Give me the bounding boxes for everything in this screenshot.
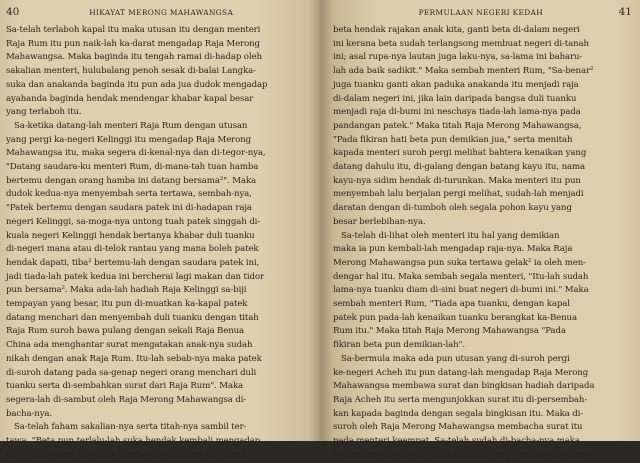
- right-running-title: PERMULAAN NEGERI KEDAH: [418, 8, 544, 17]
- text-line: Sa-bermula maka ada pun utusan yang di-suroh pergi: [341, 353, 570, 364]
- text-line: pandangan patek." Maka titah Raja Merong Mahawangsa,: [333, 120, 582, 131]
- text-line: Sa-telah terlaboh kapal itu maka utusan itu dengan menteri: [6, 25, 261, 35]
- text-line: Mahawangsa. Maka baginda itu tengah ramai di-hadap oleh: [6, 52, 262, 63]
- text-line: tawa, "Beta pun terlalu-lah suka hendak kembali mengadap: [6, 436, 261, 447]
- text-line: jadi tiada-lah patek kedua ini bercherai lagi makan dan tidor: [6, 271, 264, 282]
- text-line: kapada menteri suroh pergi melihat bahtera kenaikan yang: [333, 148, 587, 159]
- text-line: Merong Mahawangsa pun suka tertawa gelak² ia oleh men-: [333, 257, 586, 268]
- text-line: kayu-nya sidim hendak di-turunkan. Maka menteri itu pun: [333, 175, 581, 186]
- right-page-header: [333, 6, 632, 22]
- text-line: lama-nya tuanku diam di-sini buat negeri di-bumi ini." Maka: [333, 285, 589, 296]
- text-line: duli Sultan Rum itu tetapi hendak-lah saudara-ku ³²nanti: [6, 449, 247, 460]
- text-line: sembah menteri Rum, "Tiada apa tuanku, dengan kapal: [333, 299, 570, 310]
- text-line: sakalian menteri, hulubalang penoh sesak di-balai Langka-: [6, 66, 256, 77]
- text-line: nikah dengan anak Raja Rum. Itu-lah sebab-nya maka patek: [6, 353, 262, 364]
- text-line: negeri Kelinggi, sa-moga-nya untong tuah patek singgah di-: [6, 216, 261, 227]
- left-page-text: [6, 24, 313, 463]
- text-line: lah ada baik sadikit." Maka sembah menteri Rum, "Sa-benar²: [333, 66, 594, 77]
- text-line: ini; asal rupa-nya lautan juga laku-nya, sa-lama ini baharu-: [333, 52, 583, 63]
- text-line: dengar hal itu. Maka sembah segala menteri, "Itu-lah sudah: [333, 271, 589, 282]
- text-line: dudok kedua-nya menyembah serta tertawa, sembah-nya,: [6, 189, 252, 200]
- text-line: yang pergi ka-negeri Kelinggi itu mengadap Raja Merong: [6, 134, 251, 145]
- right-page-number: 41: [618, 6, 632, 18]
- text-line: datang dahulu itu, di-galang dengan batang kayu itu, nama: [333, 162, 586, 173]
- text-line: ke-negeri Acheh itu pun datang-lah mengadap Raja Merong: [333, 367, 589, 378]
- text-line: ayahanda baginda hendak mendengar khabar kapal besar: [6, 93, 254, 104]
- text-line: pun bersama². Maka ada-lah hadiah Raja Kelinggi sa-biji: [6, 285, 247, 296]
- right-page: [321, 0, 640, 460]
- text-line: di-negeri mana atau di-telok rantau yang mana boleh patek: [6, 244, 259, 255]
- text-line: di-dalam negeri ini, jika lain daripada bangsa duli tuanku: [333, 93, 577, 104]
- text-line: Sa-telah di-lihat oleh menteri itu hal yang demikian: [341, 230, 560, 241]
- text-line: Raja Rum suroh bawa pulang dengan sekali Raja Benua: [6, 326, 245, 337]
- text-line: Sa-ketika datang-lah menteri Raja Rum dengan utusan: [14, 120, 248, 131]
- text-line: beta hendak rajakan anak kita, ganti beta di-dalam negeri: [333, 25, 580, 35]
- text-line: segera-lah di-sambut oleh Raja Merong Mahawangsa di-: [6, 394, 247, 405]
- text-line: bacha-nya.: [6, 408, 53, 419]
- text-line: Raja Acheh itu serta mengunjokkan surat itu di-persembah-: [333, 394, 588, 405]
- text-line: China ada menghantar surat mengatakan anak-nya sudah: [6, 340, 253, 351]
- right-page-text: [333, 24, 632, 463]
- text-line: tuanku serta di-sembahkan surat dari Raja Rum". Maka: [6, 381, 244, 392]
- text-line: yang terlaboh itu.: [6, 107, 82, 118]
- text-line: di-suroh datang pada sa-genap negeri orang menchari duli: [6, 367, 257, 378]
- text-line: besar berlebihan-nya.: [333, 216, 426, 227]
- text-line: daratan dengan di-tumboh oleh segala pohon kayu yang: [333, 203, 572, 214]
- text-line: "Datang saudara-ku menteri Rum, di-mana-tah tuan hamba: [6, 162, 259, 173]
- text-line: "Pada fikiran hati beta pun demikian jua," serta menitah: [333, 134, 573, 145]
- left-running-title: HIKAYAT MERONG MAHAWANGSA: [89, 8, 234, 17]
- text-line: Mahawangsa membawa surat dan bingkisan hadiah daripada: [333, 381, 595, 392]
- text-line: menyembah lalu berjalan pergi melihat, sudah-lah menjadi: [333, 189, 584, 200]
- left-page: [0, 0, 321, 460]
- text-line: di-dengari-lah oleh baginda sakalian yang tersebut di-dalam: [333, 449, 589, 460]
- text-line: datang menchari dan menyembah duli tuanku dengan titah: [6, 312, 259, 323]
- text-line: "Patek bertemu dengan saudara patek ini di-hadapan raja: [6, 203, 252, 214]
- text-line: hendak dapati, tiba² bertemu-lah dengan saudara patek ini,: [6, 257, 260, 268]
- text-line: menjadi raja di-bumi ini neschaya tiada-lah lama-nya pada: [333, 107, 581, 118]
- text-line: kan kapada baginda dengan segala bingkisan itu. Maka di-: [333, 408, 584, 419]
- text-line: juga tuanku ganti akan paduka anakanda itu menjadi raja: [333, 79, 579, 90]
- text-line: tempayan yang besar, itu pun di-muatkan ka-kapal patek: [6, 299, 248, 310]
- text-line: Mahawangsa itu, maka segera di-kenal-nya dan di-tegor-nya,: [6, 148, 266, 159]
- left-page-number: 40: [6, 6, 20, 18]
- text-line: patek pun pada-lah kenaikan tuanku berangkat ka-Benua: [333, 312, 577, 323]
- text-line: bertemu dengan orang hamba ini datang bersama²". Maka: [6, 175, 256, 186]
- text-line: Sa-telah faham sakalian-nya serta titah-nya sambil ter-: [14, 422, 247, 433]
- text-line: pada menteri keempat. Sa-telah sudah di-bacha-nya maka: [333, 436, 580, 447]
- text-line: kuala negeri Kelinggi hendak bertanya khabar duli tuanku: [6, 230, 255, 241]
- text-line: maka ia pun kembali-lah mengadap raja-nya. Maka Raja: [333, 244, 573, 255]
- text-line: Rum itu." Maka titah Raja Merong Mahawangsa "Pada: [333, 326, 566, 337]
- text-line: suroh oleh Raja Merong Mahawangsa membacha surat itu: [333, 422, 583, 433]
- text-line: suka dan anakanda baginda itu pun ada jua dudok mengadap: [6, 79, 268, 90]
- left-page-header: [6, 6, 313, 22]
- text-line: Raja Rum itu pun naik-lah ka-darat mengadap Raja Merong: [6, 38, 260, 49]
- text-line: ini kerana beta sudah terlangsong membuat negeri di-tanah: [333, 38, 589, 49]
- text-line: fikiran beta pun demikian-lah".: [333, 340, 465, 351]
